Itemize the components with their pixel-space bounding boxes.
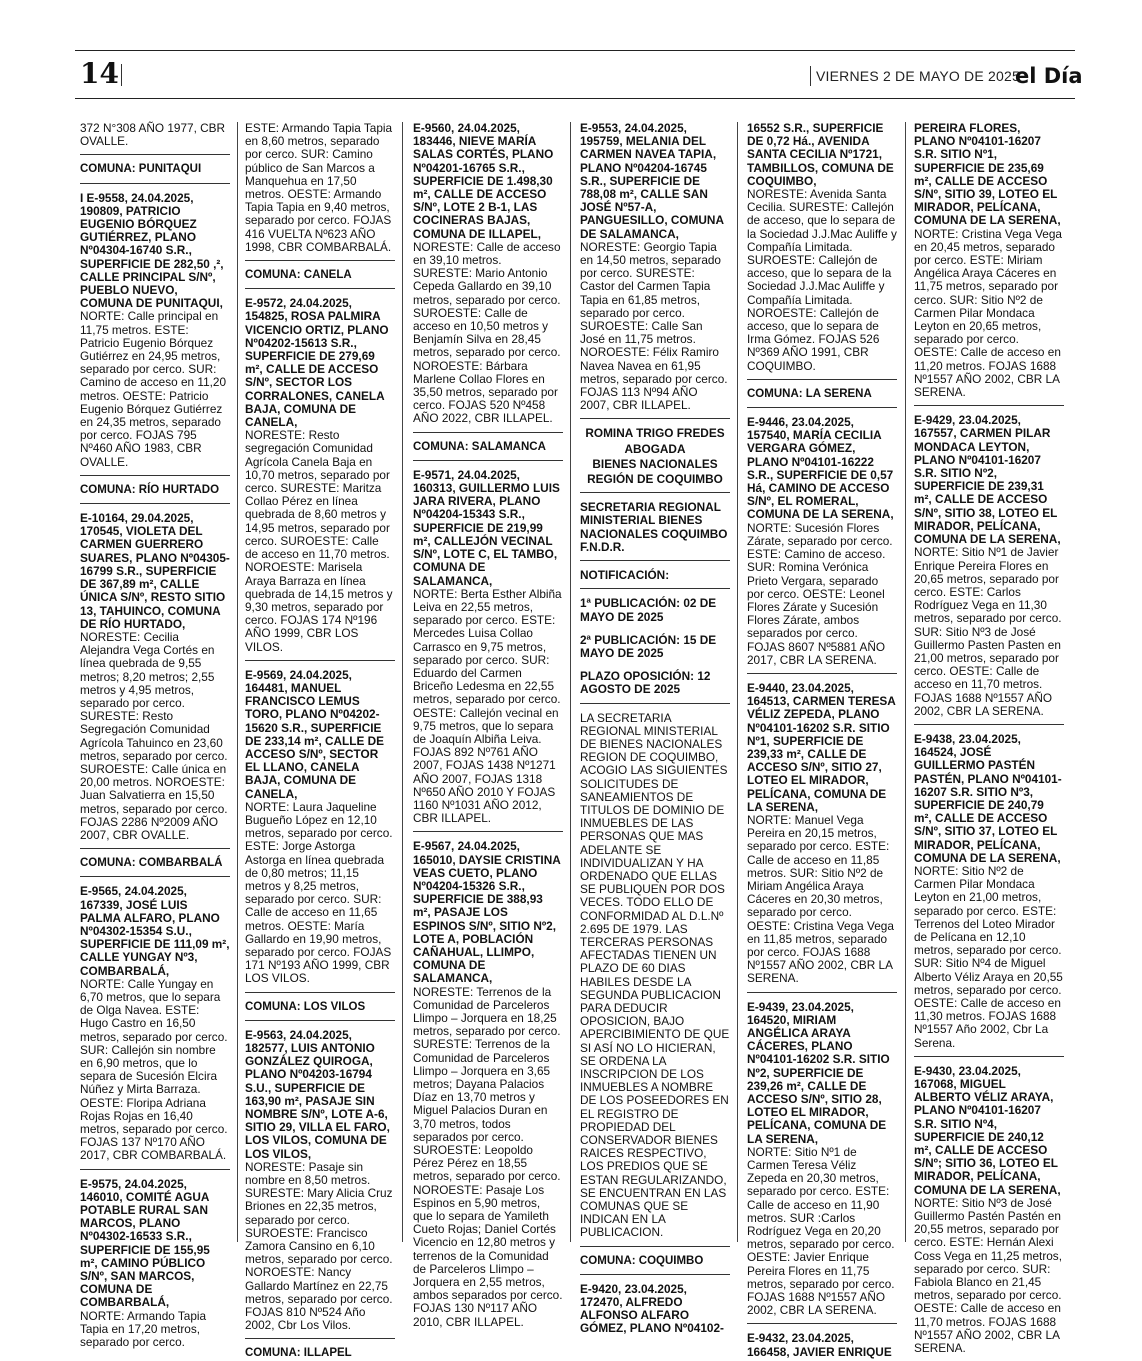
section-heading: COMUNA: PUNITAQUI bbox=[80, 163, 202, 176]
notice-body: NORESTE: Cecilia Alejandra Vega Cortés en línea quebrada de 9,55 metros; 8,20 metros; 2,55 metros y 4,95 metros, separado por cerco. SURESTE: Resto Segregación Comunidad Agrícola Tahuinco en 23,60 metros, separado por cerco. SUROESTE: Calle única en 20,00 metros. NOROESTE: Juan Salvatierra en 15,50 metros, separado por cerco. FOJAS 2286 Nº2009 AÑO 2007, CBR OVALLE. bbox=[80, 629, 228, 842]
section-rule bbox=[580, 588, 730, 589]
section-rule bbox=[914, 405, 1064, 406]
signature-line: BIENES NACIONALES bbox=[592, 456, 718, 471]
section-rule bbox=[413, 460, 563, 461]
notice-heading: E-9572, 24.04.2025, 154825, ROSA PALMIRA VICENCIO ORTIZ, PLANO Nº04202-15613 S.R., SUPERFICIE DE 279,69 m², CALLE DE ACCESO S/Nº, SECTOR LOS CORRALONES, CANELA BAJA, COMUNA DE CANELA, bbox=[245, 296, 389, 430]
section-rule bbox=[580, 560, 730, 561]
issue-date: VIERNES 2 DE MAYO DE 2025 bbox=[816, 68, 1020, 84]
section-heading: COMUNA: ILLAPEL bbox=[245, 1347, 352, 1360]
column-rule bbox=[402, 122, 403, 1242]
notice-body: 372 N°308 AÑO 1977, CBR OVALLE. bbox=[80, 121, 226, 149]
section-rule bbox=[413, 831, 563, 832]
section-rule bbox=[80, 475, 230, 476]
section-rule bbox=[245, 660, 395, 661]
notice-heading: 2ª PUBLICACIÓN: 15 DE MAYO DE 2025 bbox=[580, 632, 717, 660]
notice-heading: PLAZO OPOSICIÓN: 12 AGOSTO DE 2025 bbox=[580, 669, 711, 697]
notice-heading: E-10164, 29.04.2025, 170545, VIOLETA DEL CARMEN GUERRERO SUARES, PLANO Nº04305-16799 S.R., SUPERFICIE DE 367,89 m², CALLE ÚNICA S/Nº, RESTO SITIO 13, TAHUINCO, COMUNA DE RÍO HURTADO, bbox=[80, 511, 230, 631]
notice-body: LA SECRETARIA REGIONAL MINISTERIAL DE BIENES NACIONALES REGION DE COQUIMBO, ACOGIO LAS SIGUIENTES SOLICITUDES DE SANEAMIENTOS DE TITULOS DE DOMINIO DE INMUEBLES DE LAS PERSONAS QUE MAS ADELANTE SE INDIVIDUALIZAN Y HA ORDENADO QUE ELLAS SE PUBLIQUEN POR DOS VECES. TODO ELLO DE CONFORMIDAD AL D.L.Nº 2.695 DE 1979. LAS TERCERAS PERSONAS AFECTADAS TIENEN UN PLAZO DE 60 DIAS HABILES DESDE LA SEGUNDA PUBLICACION PARA DEDUCIR OPOSICION, BAJO APERCIBIMIENTO DE QUE SI ASÍ NO LO HICIERAN, SE ORDENA LA INSCRIPCION DE LOS INMUEBLES A NOMBRE DE LOS POSEEDORES EN EL REGISTRO DE PROPIEDAD DEL CONSERVADOR BIENES RAICES RESPECTIVO, LOS PREDIOS QUE SE ESTAN REGULARIZANDO, SE ENCUENTRAN EN LAS COMUNAS QUE SE INDICAN EN LA PUBLICACION. bbox=[580, 710, 730, 1240]
header-divider bbox=[121, 64, 122, 86]
notice-heading: PEREIRA FLORES, PLANO Nº04101-16207 S.R. SITIO Nº1, SUPERFICIE DE 235,69 m², CALLE DE ACCESO S/Nº, SITIO 39, LOTEO EL MIRADOR, PELÍCANA, COMUNA DE LA SERENA, bbox=[914, 121, 1061, 228]
notice-heading: E-9440, 23.04.2025, 164513, CARMEN TERESA VÉLIZ ZEPEDA, PLANO Nº04101-16202 S.R. SITIO Nº1, SUPERFICIE DE 239,33 m², CALLE DE ACCESO S/Nº, SITIO 27, LOTEO EL MIRADOR, PELÍCANA, COMUNA DE LA SERENA, bbox=[747, 680, 896, 814]
signature-line: ABOGADA bbox=[624, 441, 686, 456]
notice-heading: I E-9558, 24.04.2025, 190809, PATRICIO EUGENIO BÓRQUEZ GUTIÉRREZ, PLANO Nº04304-16740 S.R., SUPERFICIE DE 282,50 ,², CALLE PRINCIPAL S/Nº, PUEBLO NUEVO, COMUNA DE PUNITAQUI, bbox=[80, 190, 224, 311]
section-rule bbox=[80, 848, 230, 849]
section-rule bbox=[747, 673, 897, 674]
signature-line: REGIÓN DE COQUIMBO bbox=[587, 472, 723, 487]
column-5 bbox=[747, 121, 897, 1359]
notice-heading: E-9446, 23.04.2025, 157540, MARÍA CECILIA VERGARA GÓMEZ, PLANO Nº04101-16222 S.R., SUPERFICIE DE 0,57 Há, CAMINO DE ACCESO S/Nº, EL ROMERAL, COMUNA DE LA SERENA, bbox=[747, 415, 894, 522]
notice-body: NORTE: Sitio Nº1 de Javier Enrique Pereira Flores en 20,65 metros, separado por cerco. ESTE: Carlos Rodríguez Vega en 11,30 metros, separado por cerco. SUR: Sitio Nº3 de José Guillermo Pasten Pasten en 21,00 metros, separado por cerco. OESTE: Calle de acceso en 11,70 metros. FOJAS 1688 Nº1557 AÑO 2002, CBR LA SERENA. bbox=[914, 545, 1062, 718]
column-1 bbox=[80, 121, 230, 1350]
header-bottom-rule bbox=[75, 98, 1075, 99]
notice-body: ESTE: Armando Tapia Tapia en 8,60 metros, separado por cerco. SUR: Camino público de San Marcos a Manquehua en 17,50 metros. OESTE: Armando Tapia Tapia en 9,40 metros, separado por cerco. FOJAS 416 VUELTA Nº623 AÑO 1998, CBR COMBARBALÁ. bbox=[245, 121, 393, 254]
column-rule bbox=[237, 122, 238, 1242]
notice-body: NORESTE: Georgio Tapia en 14,50 metros, separado por cerco. SURESTE: Castor del Carmen Tapia Tapia en 61,85 metros, separado por cerco. SUROESTE: Calle San José en 11,75 metros. NOROESTE: Félix Ramiro Navea Navea en 61,95 metros, separado por cerco. FOJAS 113 Nº94 AÑO 2007, CBR ILLAPEL. bbox=[580, 239, 728, 413]
notice-body: NORESTE: Avenida Santa Cecilia. SURESTE: Callejón de acceso, que lo separa de la Sociedad J.J.Mac Auliffe y Compañía Limitada. SUROESTE: Callejón de acceso, que lo separa de la Sociedad J.J.Mac Auliffe y Compañía Limitada. NOROESTE: Callejón de acceso, que lo separa de Irma Gómez. FOJAS 526 Nº369 AÑO 1991, CBR COQUIMBO. bbox=[747, 187, 897, 373]
notice-heading: E-9438, 23.04.2025, 164524, JOSÉ GUILLERMO PASTÉN PASTÉN, PLANO Nº04101-16207 S.R. SITIO Nº3, SUPERFICIE DE 240,79 m², CALLE DE ACCESO S/Nº, SITIO 37, LOTEO EL MIRADOR, PELÍCANA, COMUNA DE LA SERENA, bbox=[914, 731, 1062, 865]
notice-body: NORTE: Sucesión Flores Zárate, separado por cerco. ESTE: Camino de acceso. SUR: Romina Verónica Prieto Vergara, separado por cerco. OESTE: Leonel Flores Zárate y Sucesión Flores Zárate, ambos separados por cerco. FOJAS 8607 Nº5881 AÑO 2017, CBR LA SERENA. bbox=[747, 520, 893, 667]
section-rule bbox=[580, 492, 730, 493]
column-rule bbox=[737, 122, 738, 1242]
notice-heading: E-9439, 23.04.2025, 164520, MIRIAM ANGÉLICA ARAYA CÁCERES, PLANO Nº04101-16202 S.R. SITIO Nº2, SUPERFICIE DE 239,26 m², CALLE DE ACCESO S/Nº, SITIO 28, LOTEO EL MIRADOR, PELÍCANA, COMUNA DE LA SERENA, bbox=[747, 999, 890, 1146]
section-rule bbox=[747, 379, 897, 380]
notice-heading: E-9563, 24.04.2025, 182577, LUIS ANTONIO GONZÁLEZ QUIROGA, PLANO Nº04203-16794 S.U., SUPERFICIE DE 163,90 m², PASAJE SIN NOMBRE S/Nº, LOTE A-6, SITIO 29, VILLA EL FARO, LOS VILOS, COMUNA DE LOS VILOS, bbox=[245, 1027, 390, 1161]
section-rule bbox=[914, 1056, 1064, 1057]
section-rule bbox=[580, 1274, 730, 1275]
notice-body: NORTE: Manuel Vega Pereira en 20,15 metros, separado por cerco. ESTE: Calle de acceso en 11,85 metros. SUR: Sitio Nº2 de Miriam Angélica Araya Cáceres en 20,30 metros, separado por cerco. OESTE: Cristina Vega Vega en 11,85 metros, separado por cerco. FOJAS 1688 Nº1557 AÑO 2002, CBR LA SERENA. bbox=[747, 812, 894, 986]
notice-heading: 1ª PUBLICACIÓN: 02 DE MAYO DE 2025 bbox=[580, 596, 717, 624]
notice-body: NORTE: Berta Esther Albiña Leiva en 22,55 metros, separado por cerco. ESTE: Mercedes Luisa Collao Carrasco en 9,75 metros, separado por cerco. SUR: Eduardo del Carmen Briceño Ledesma en 22,55 metros, separado por cerco. OESTE: Callejón vecinal en 9,75 metros, que lo separa de Joaquín Albiña Leiva. FOJAS 892 Nº761 AÑO 2007, FOJAS 1438 Nº1271 AÑO 2007, FOJAS 1318 Nº650 AÑO 2010 Y FOJAS 1160 Nº1031 AÑO 2012, CBR ILLAPEL. bbox=[413, 586, 562, 826]
notice-heading: E-9432, 23.04.2025, 166458, JAVIER ENRIQUE bbox=[747, 1331, 892, 1359]
page-number: 14 bbox=[80, 57, 119, 90]
notice-heading: E-9569, 24.04.2025, 164481, MANUEL FRANCISCO LEMUS TORO, PLANO Nº04202-15620 S.R., SUPERFICIE DE 233,14 m², CALLE DE ACCESO S/Nº, SECTOR EL LLANO, CANELA BAJA, COMUNA DE CANELA, bbox=[245, 667, 384, 801]
column-rule bbox=[570, 122, 571, 1242]
header-rule bbox=[75, 50, 1075, 51]
section-rule bbox=[747, 1323, 897, 1324]
signature-line: ROMINA TRIGO FREDES bbox=[585, 426, 725, 441]
section-rule bbox=[245, 1338, 395, 1339]
notice-heading: E-9430, 23.04.2025, 167068, MIGUEL ALBERTO VÉLIZ ARAYA, PLANO Nº04101-16207 S.R. SITIO Nº4, SUPERFICIE DE 240,12 m², CALLE DE ACCESO S/Nº; SITIO 36, LOTEO EL MIRADOR, PELÍCANA, COMUNA DE LA SERENA, bbox=[914, 1063, 1061, 1197]
section-heading: COMUNA: COQUIMBO bbox=[580, 1254, 704, 1267]
notice-body: NORESTE: Resto segregación Comunidad Agrícola Canela Baja en 10,70 metros, separado por cerco. SURESTE: Maritza Collao Pérez en línea quebrada de 8,60 metros y 14,95 metros, separado por cerco. SUROESTE: Calle de acceso en 11,70 metros. NOROESTE: Marisela Araya Barraza en línea quebrada de 14,15 metros y 9,30 metros, separado por cerco. FOJAS 174 Nº196 AÑO 1999, CBR LOS VILOS. bbox=[245, 428, 393, 654]
notice-heading: E-9571, 24.04.2025, 160313, GUILLERMO LUIS JARA RIVERA, PLANO Nº04204-15343 S.R., SUPERFICIE DE 219,99 m², CALLEJÓN VECINAL S/Nº, LOTE C, EL TAMBO, COMUNA DE SALAMANCA, bbox=[413, 467, 560, 588]
section-heading: COMUNA: CANELA bbox=[245, 269, 352, 282]
notice-body: NORESTE: Terrenos de la Comunidad de Parceleros Llimpo – Jorquera en 18,25 metros, separado por cerco. SURESTE: Terrenos de la Comunidad de Parceleros Llimpo – Jorquera en 3,65 metros; Dayana Palacios Díaz en 13,70 metros y Miguel Palacios Duran en 3,70 metros, todos separados por cerco. SUROESTE: Leopoldo Pérez Pérez en 18,55 metros, separado por cerco. NOROESTE: Pasaje Los Espinos en 5,90 metros, que lo separa de Yamileth Cueto Rojas; Daniel Cortés Vicencio en 12,80 metros y terrenos de la Comunidad de Parceleros Llimpo – Jorquera en 2,55 metros, ambos separados por cerco. FOJAS 130 Nº117 AÑO 2010, CBR ILLAPEL. bbox=[413, 984, 563, 1329]
section-rule bbox=[580, 703, 730, 704]
section-rule bbox=[914, 724, 1064, 725]
section-rule bbox=[747, 407, 897, 408]
section-heading: COMUNA: LOS VILOS bbox=[245, 1000, 366, 1013]
notice-body: NORTE: Sitio Nº2 de Carmen Pilar Mondaca Leyton en 21,00 metros, separado por cerco. ESTE: Terrenos del Loteo Mirador de Pelícana en 12,10 metros, separado por cerco. SUR: Sitio Nº4 de Miguel Alberto Véliz Araya en 20,55 metros, separado por cerco. OESTE: Calle de acceso en 11,30 metros. FOJAS 1688 Nº1557 Año 2002, Cbr La Serena. bbox=[914, 863, 1063, 1050]
notice-heading: E-9553, 24.04.2025, 195759, MELANIA DEL CARMEN NAVEA TAPIA, PLANO Nº04204-16745 S.R., SUPERFICIE DE 788,08 m², CALLE SAN JOSÉ Nº57-A, PANGUESILLO, COMUNA DE SALAMANCA, bbox=[580, 121, 724, 241]
notice-body: NORTE: Armando Tapia Tapia en 17,20 metros, separado por cerco. bbox=[80, 1308, 207, 1350]
notice-body: NORTE: Laura Jaqueline Bugueño López en 12,10 metros, separado por cerco. ESTE: Jorge Astorga Astorga en línea quebrada de 0,80 metros; 11,15 metros y 8,25 metros, separado por cerco. SUR: Calle de acceso en 11,65 metros. OESTE: María Gallardo en 19,90 metros, separado por cerco. FOJAS 171 Nº193 AÑO 1999, CBR LOS VILOS. bbox=[245, 799, 393, 986]
section-rule bbox=[245, 1020, 395, 1021]
notice-body: NORTE: Sitio Nº1 de Carmen Teresa Véliz Zepeda en 20,30 metros, separado por cerco. ESTE: Calle de acceso en 11,90 metros. SUR :Carlos Rodríguez Vega en 20,20 metros, separado por cerco. OESTE: Javier Enrique Pereira Flores en 11,75 metros, separado por cerco. FOJAS 1688 Nº1557 AÑO 2002, CBR LA SERENA. bbox=[747, 1144, 895, 1318]
column-3 bbox=[413, 121, 563, 1329]
section-heading: COMUNA: RÍO HURTADO bbox=[80, 483, 220, 496]
notice-body: NORESTE: Pasaje sin nombre en 8,50 metros. SURESTE: Mary Alicia Cruz Briones en 22,35 metros, separado por cerco. SUROESTE: Francisco Zamora Cansino en 6,10 metros, separado por cerco. NOROESTE: Nancy Gallardo Martínez en 22,75 metros, separado por cerco. FOJAS 810 Nº524 Año 2002, Cbr Los Vilos. bbox=[245, 1159, 393, 1333]
notice-body: NORTE: Calle principal en 11,75 metros. ESTE: Patricio Eugenio Bórquez Gutiérrez en 24,95 metros, separado por cerco. SUR: Camino de acceso en 11,20 metros. OESTE: Patricio Eugenio Bórquez Gutiérrez en 24,35 metros, separado por cerco. FOJAS 795 Nº460 AÑO 1983, CBR OVALLE. bbox=[80, 309, 227, 469]
newspaper-logo: el Día bbox=[1015, 64, 1083, 88]
section-rule bbox=[80, 154, 230, 155]
notice-heading: E-9575, 24.04.2025, 146010, COMITÉ AGUA POTABLE RURAL SAN MARCOS, PLANO Nº04302-16533 S.R., SUPERFICIE DE 155,95 m², CAMINO PÚBLICO S/Nº, SAN MARCOS, COMUNA DE COMBARBALÁ, bbox=[80, 1176, 210, 1310]
notice-heading: E-9560, 24.04.2025, 183446, NIEVE MARÍA SALAS CORTÉS, PLANO Nº04201-16765 S.R., SUPERFICIE DE 1.498,30 m², CALLE DE ACCESO S/Nº, LOTE 2 B-1, LAS COCINERAS BAJAS, COMUNA DE ILLAPEL, bbox=[413, 121, 554, 241]
column-6 bbox=[914, 121, 1064, 1356]
header-divider bbox=[810, 66, 811, 86]
section-rule bbox=[80, 1169, 230, 1170]
section-rule bbox=[580, 1246, 730, 1247]
section-heading: COMUNA: SALAMANCA bbox=[413, 440, 546, 453]
column-rule bbox=[905, 122, 906, 1242]
notice-heading: E-9429, 23.04.2025, 167557, CARMEN PILAR MONDACA LEYTON, PLANO Nº04101-16207 S.R. SITIO Nº2, SUPERFICIE DE 239,31 m², CALLE DE ACCESO S/Nº, SITIO 38, LOTEO EL MIRADOR, PELÍCANA, COMUNA DE LA SERENA, bbox=[914, 413, 1061, 547]
section-heading: COMUNA: LA SERENA bbox=[747, 387, 872, 400]
notice-heading: NOTIFICACIÓN: bbox=[580, 568, 670, 583]
notice-heading: E-9565, 24.04.2025, 167339, JOSÉ LUIS PALMA ALFARO, PLANO Nº04302-15354 S.U., SUPERFICIE DE 111,09 m², CALLE YUNGAY Nº3, COMBARBALÁ, bbox=[80, 884, 230, 978]
notice-body: NORTE: Cristina Vega Vega en 20,45 metros, separado por cerco. ESTE: Miriam Angélica Araya Cáceres en 11,75 metros, separado por cerco. SUR: Sitio Nº2 de Carmen Pilar Mondaca Leyton en 20,65 metros, separado por cerco. OESTE: Calle de acceso en 11,20 metros. FOJAS 1688 Nº1557 AÑO 2002, CBR LA SERENA. bbox=[914, 226, 1062, 400]
section-rule bbox=[580, 418, 730, 419]
notice-body: NORTE: Sitio Nº3 de José Guillermo Pastén Pastén en 20,55 metros, separado por cerco. ESTE: Hernán Alexi Coss Vega en 11,25 metros, separado por cerco. SUR: Fabiola Blanco en 21,45 metros, separado por cerco. OESTE: Calle de acceso en 11,70 metros. FOJAS 1688 Nº1557 AÑO 2002, CBR LA SERENA. bbox=[914, 1195, 1062, 1356]
section-rule bbox=[245, 260, 395, 261]
column-4 bbox=[580, 121, 730, 1336]
section-rule bbox=[80, 183, 230, 184]
notice-heading: E-9567, 24.04.2025, 165010, DAYSIE CRISTINA VEAS CUETO, PLANO Nº04204-15326 S.R., SUPERFICIE DE 388,93 m², PASAJE LOS ESPINOS S/Nº, SITIO Nº2, LOTE A, POBLACIÓN CAÑAHUAL, LLIMPO, COMUNA DE SALAMANCA, bbox=[413, 839, 561, 986]
section-rule bbox=[80, 503, 230, 504]
section-rule bbox=[413, 432, 563, 433]
notice-body: NORTE: Calle Yungay en 6,70 metros, que lo separa de Olga Navea. ESTE: Hugo Castro en 16,50 metros, separado por cerco. SUR: Callejón sin nombre en 6,90 metros, que lo separa de Sucesión Elcira Núñez y Mirta Barraza. OESTE: Floripa Adriana Rojas Rojas en 16,40 metros, separado por cerco. FOJAS 137 Nº170 AÑO 2017, CBR COMBARBALÁ. bbox=[80, 976, 228, 1163]
notice-heading: E-9420, 23.04.2025, 172470, ALFREDO ALFONSO ALFARO GÓMEZ, PLANO Nº04102- bbox=[580, 1281, 724, 1336]
column-2 bbox=[245, 121, 395, 1360]
section-rule bbox=[245, 992, 395, 993]
notice-body: NORESTE: Calle de acceso en 39,10 metros. SURESTE: Mario Antonio Cepeda Gallardo en 39,10 metros, separado por cerco. SUROESTE: Calle de acceso en 10,50 metros y Benjamín Silva en 28,45 metros, separado por cerco. NOROESTE: Bárbara Marlene Collao Flores en 35,50 metros, separado por cerco. FOJAS 520 Nº458 AÑO 2022, CBR ILLAPEL. bbox=[413, 239, 561, 426]
notice-heading: 16552 S.R., SUPERFICIE DE 0,72 Há., AVENIDA SANTA CECILIA Nº1721, TAMBILLOS, COMUNA DE COQUIMBO, bbox=[747, 121, 894, 188]
section-rule bbox=[80, 876, 230, 877]
section-rule bbox=[747, 992, 897, 993]
section-rule bbox=[245, 288, 395, 289]
section-heading: COMUNA: COMBARBALÁ bbox=[80, 857, 223, 870]
notice-heading: SECRETARIA REGIONAL MINISTERIAL BIENES NACIONALES COQUIMBO F.N.D.R. bbox=[580, 500, 728, 554]
